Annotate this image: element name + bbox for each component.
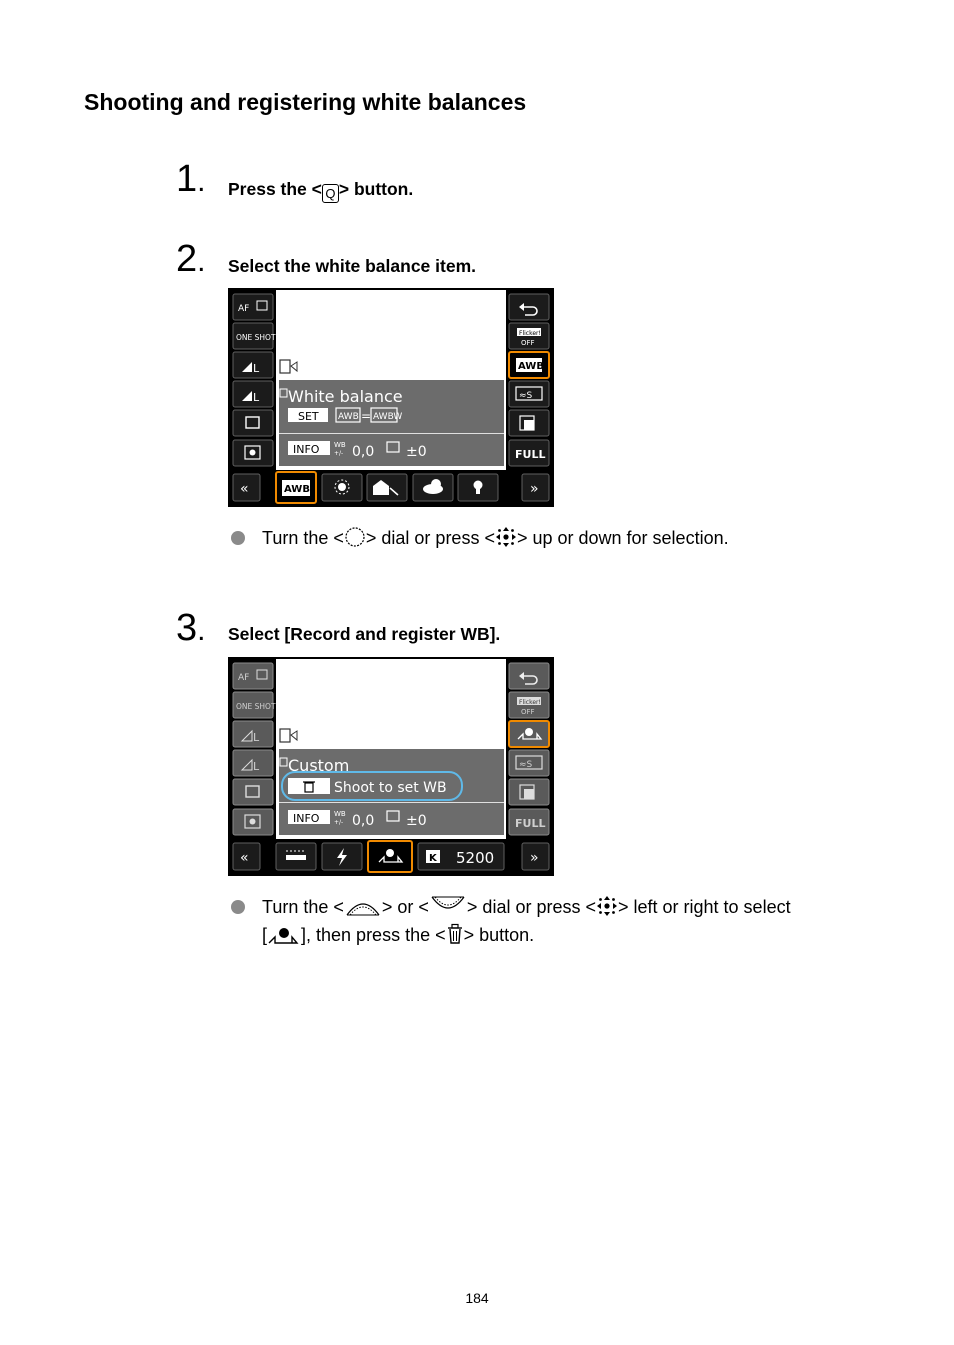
bullet-2-line-1: Turn the < > or < > dial or press < > left or right to select xyxy=(262,893,791,925)
camera-screen-custom-wb xyxy=(228,657,554,876)
svg-text:5200: 5200 xyxy=(456,849,495,867)
svg-text:WB: WB xyxy=(334,441,346,449)
custom-wb-icon xyxy=(267,925,301,953)
bottom-wb-fluorescent[interactable] xyxy=(276,843,316,870)
svg-text:L: L xyxy=(253,391,260,404)
bottom-wb-tungsten[interactable] xyxy=(458,474,498,501)
bottom-wb-custom[interactable] xyxy=(368,841,412,872)
svg-text:ONE SHOT: ONE SHOT xyxy=(236,333,276,342)
camera-screen-white-balance xyxy=(228,288,554,507)
bottom-scroll-left[interactable] xyxy=(233,843,260,870)
custom-wb-button[interactable] xyxy=(509,721,549,747)
svg-text:WB: WB xyxy=(334,810,346,818)
svg-text:SET: SET xyxy=(298,410,319,423)
left-button-af-area[interactable] xyxy=(233,294,273,320)
svg-text:Flicker!: Flicker! xyxy=(519,699,541,706)
left-button-metering[interactable] xyxy=(233,440,273,466)
step-2-number: 2. xyxy=(176,238,206,280)
svg-text:INFO: INFO xyxy=(293,443,320,456)
svg-text:K: K xyxy=(429,853,437,864)
svg-text:L: L xyxy=(253,362,260,375)
svg-text:Shoot to set WB: Shoot to set WB xyxy=(334,780,447,796)
panel-title: Custom xyxy=(288,756,350,775)
multi-controller-icon xyxy=(495,526,517,556)
step-3-number: 3. xyxy=(176,607,206,649)
step-1-text: Press the < Q > button. xyxy=(228,179,414,201)
svg-text:AWB: AWB xyxy=(284,484,310,495)
bottom-wb-shade[interactable] xyxy=(367,474,407,501)
left-button-metering[interactable] xyxy=(233,809,273,835)
bullet-marker xyxy=(231,531,245,545)
back-button[interactable] xyxy=(509,663,549,689)
full-button[interactable] xyxy=(509,809,549,835)
svg-text:≈S: ≈S xyxy=(519,760,533,770)
svg-text:OFF: OFF xyxy=(521,339,535,347)
quick-control-dial-icon xyxy=(344,526,366,556)
bullet-1-text: Turn the < > dial or press < > up or down for selection. xyxy=(262,524,729,556)
left-button-af-area[interactable] xyxy=(233,663,273,689)
svg-text:L: L xyxy=(253,731,260,744)
creative-filter-button[interactable] xyxy=(509,779,549,805)
trash-icon xyxy=(446,923,464,953)
svg-text:OFF: OFF xyxy=(521,708,535,716)
svg-text:AWBW: AWBW xyxy=(373,412,403,422)
svg-text:AWB: AWB xyxy=(518,361,544,372)
svg-text:L: L xyxy=(253,760,260,773)
left-button-image-quality-2[interactable] xyxy=(233,381,273,407)
section-heading: Shooting and registering white balances xyxy=(84,89,527,115)
left-button-drive-mode[interactable] xyxy=(233,779,273,805)
svg-text:»: » xyxy=(530,850,539,866)
picture-style-button[interactable] xyxy=(509,750,549,776)
svg-text:±0: ±0 xyxy=(406,813,427,829)
bullet-2-line-2: [ ], then press the < > button. xyxy=(262,921,534,953)
svg-text:AWB: AWB xyxy=(338,412,359,422)
bottom-scroll-left[interactable] xyxy=(233,474,260,501)
picture-style-button[interactable] xyxy=(509,381,549,407)
svg-text:FULL: FULL xyxy=(515,817,546,830)
shoot-to-set-wb-button[interactable] xyxy=(288,778,447,796)
panel-title: White balance xyxy=(288,387,403,406)
bottom-scroll-right[interactable] xyxy=(522,474,549,501)
svg-text:«: « xyxy=(240,850,249,866)
left-button-image-quality-1[interactable] xyxy=(233,721,273,747)
svg-text:+/-: +/- xyxy=(334,450,344,457)
step-1-number: 1. xyxy=(176,158,206,200)
flicker-button[interactable] xyxy=(509,692,549,718)
page-number: 184 xyxy=(465,1290,489,1306)
bullet-marker xyxy=(231,900,245,914)
left-button-drive-mode[interactable] xyxy=(233,410,273,436)
left-button-image-quality-2[interactable] xyxy=(233,750,273,776)
multi-controller-icon xyxy=(596,895,618,925)
left-button-af-operation[interactable] xyxy=(233,323,276,349)
svg-text:AF: AF xyxy=(238,304,250,314)
bottom-wb-cloudy[interactable] xyxy=(413,474,453,501)
flicker-button[interactable] xyxy=(509,323,549,349)
bottom-wb-daylight[interactable] xyxy=(322,474,362,501)
svg-text:ONE SHOT: ONE SHOT xyxy=(236,702,276,711)
bottom-wb-flash[interactable] xyxy=(322,843,362,870)
svg-text:±0: ±0 xyxy=(406,444,427,460)
svg-text:0,0: 0,0 xyxy=(352,444,375,460)
full-button[interactable] xyxy=(509,440,549,466)
back-button[interactable] xyxy=(509,294,549,320)
white-balance-button[interactable] xyxy=(509,352,549,378)
bottom-scroll-right[interactable] xyxy=(522,843,549,870)
svg-text:AF: AF xyxy=(238,673,250,683)
svg-text:«: « xyxy=(240,481,249,497)
svg-text:Flicker!: Flicker! xyxy=(519,330,541,337)
svg-text:0,0: 0,0 xyxy=(352,813,375,829)
svg-text:+/-: +/- xyxy=(334,819,344,826)
bottom-wb-color-temperature[interactable] xyxy=(418,843,504,870)
svg-text:FULL: FULL xyxy=(515,448,546,461)
svg-text:=: = xyxy=(361,409,372,423)
svg-text:INFO: INFO xyxy=(293,812,320,825)
left-button-af-operation[interactable] xyxy=(233,692,276,718)
step-2-text: Select the white balance item. xyxy=(228,256,476,276)
svg-text:≈S: ≈S xyxy=(519,391,533,401)
q-key-icon: Q xyxy=(322,184,339,203)
creative-filter-button[interactable] xyxy=(509,410,549,436)
svg-text:»: » xyxy=(530,481,539,497)
bottom-wb-awb[interactable] xyxy=(276,472,316,503)
step-3-text: Select [Record and register WB]. xyxy=(228,624,501,644)
left-button-image-quality-1[interactable] xyxy=(233,352,273,378)
